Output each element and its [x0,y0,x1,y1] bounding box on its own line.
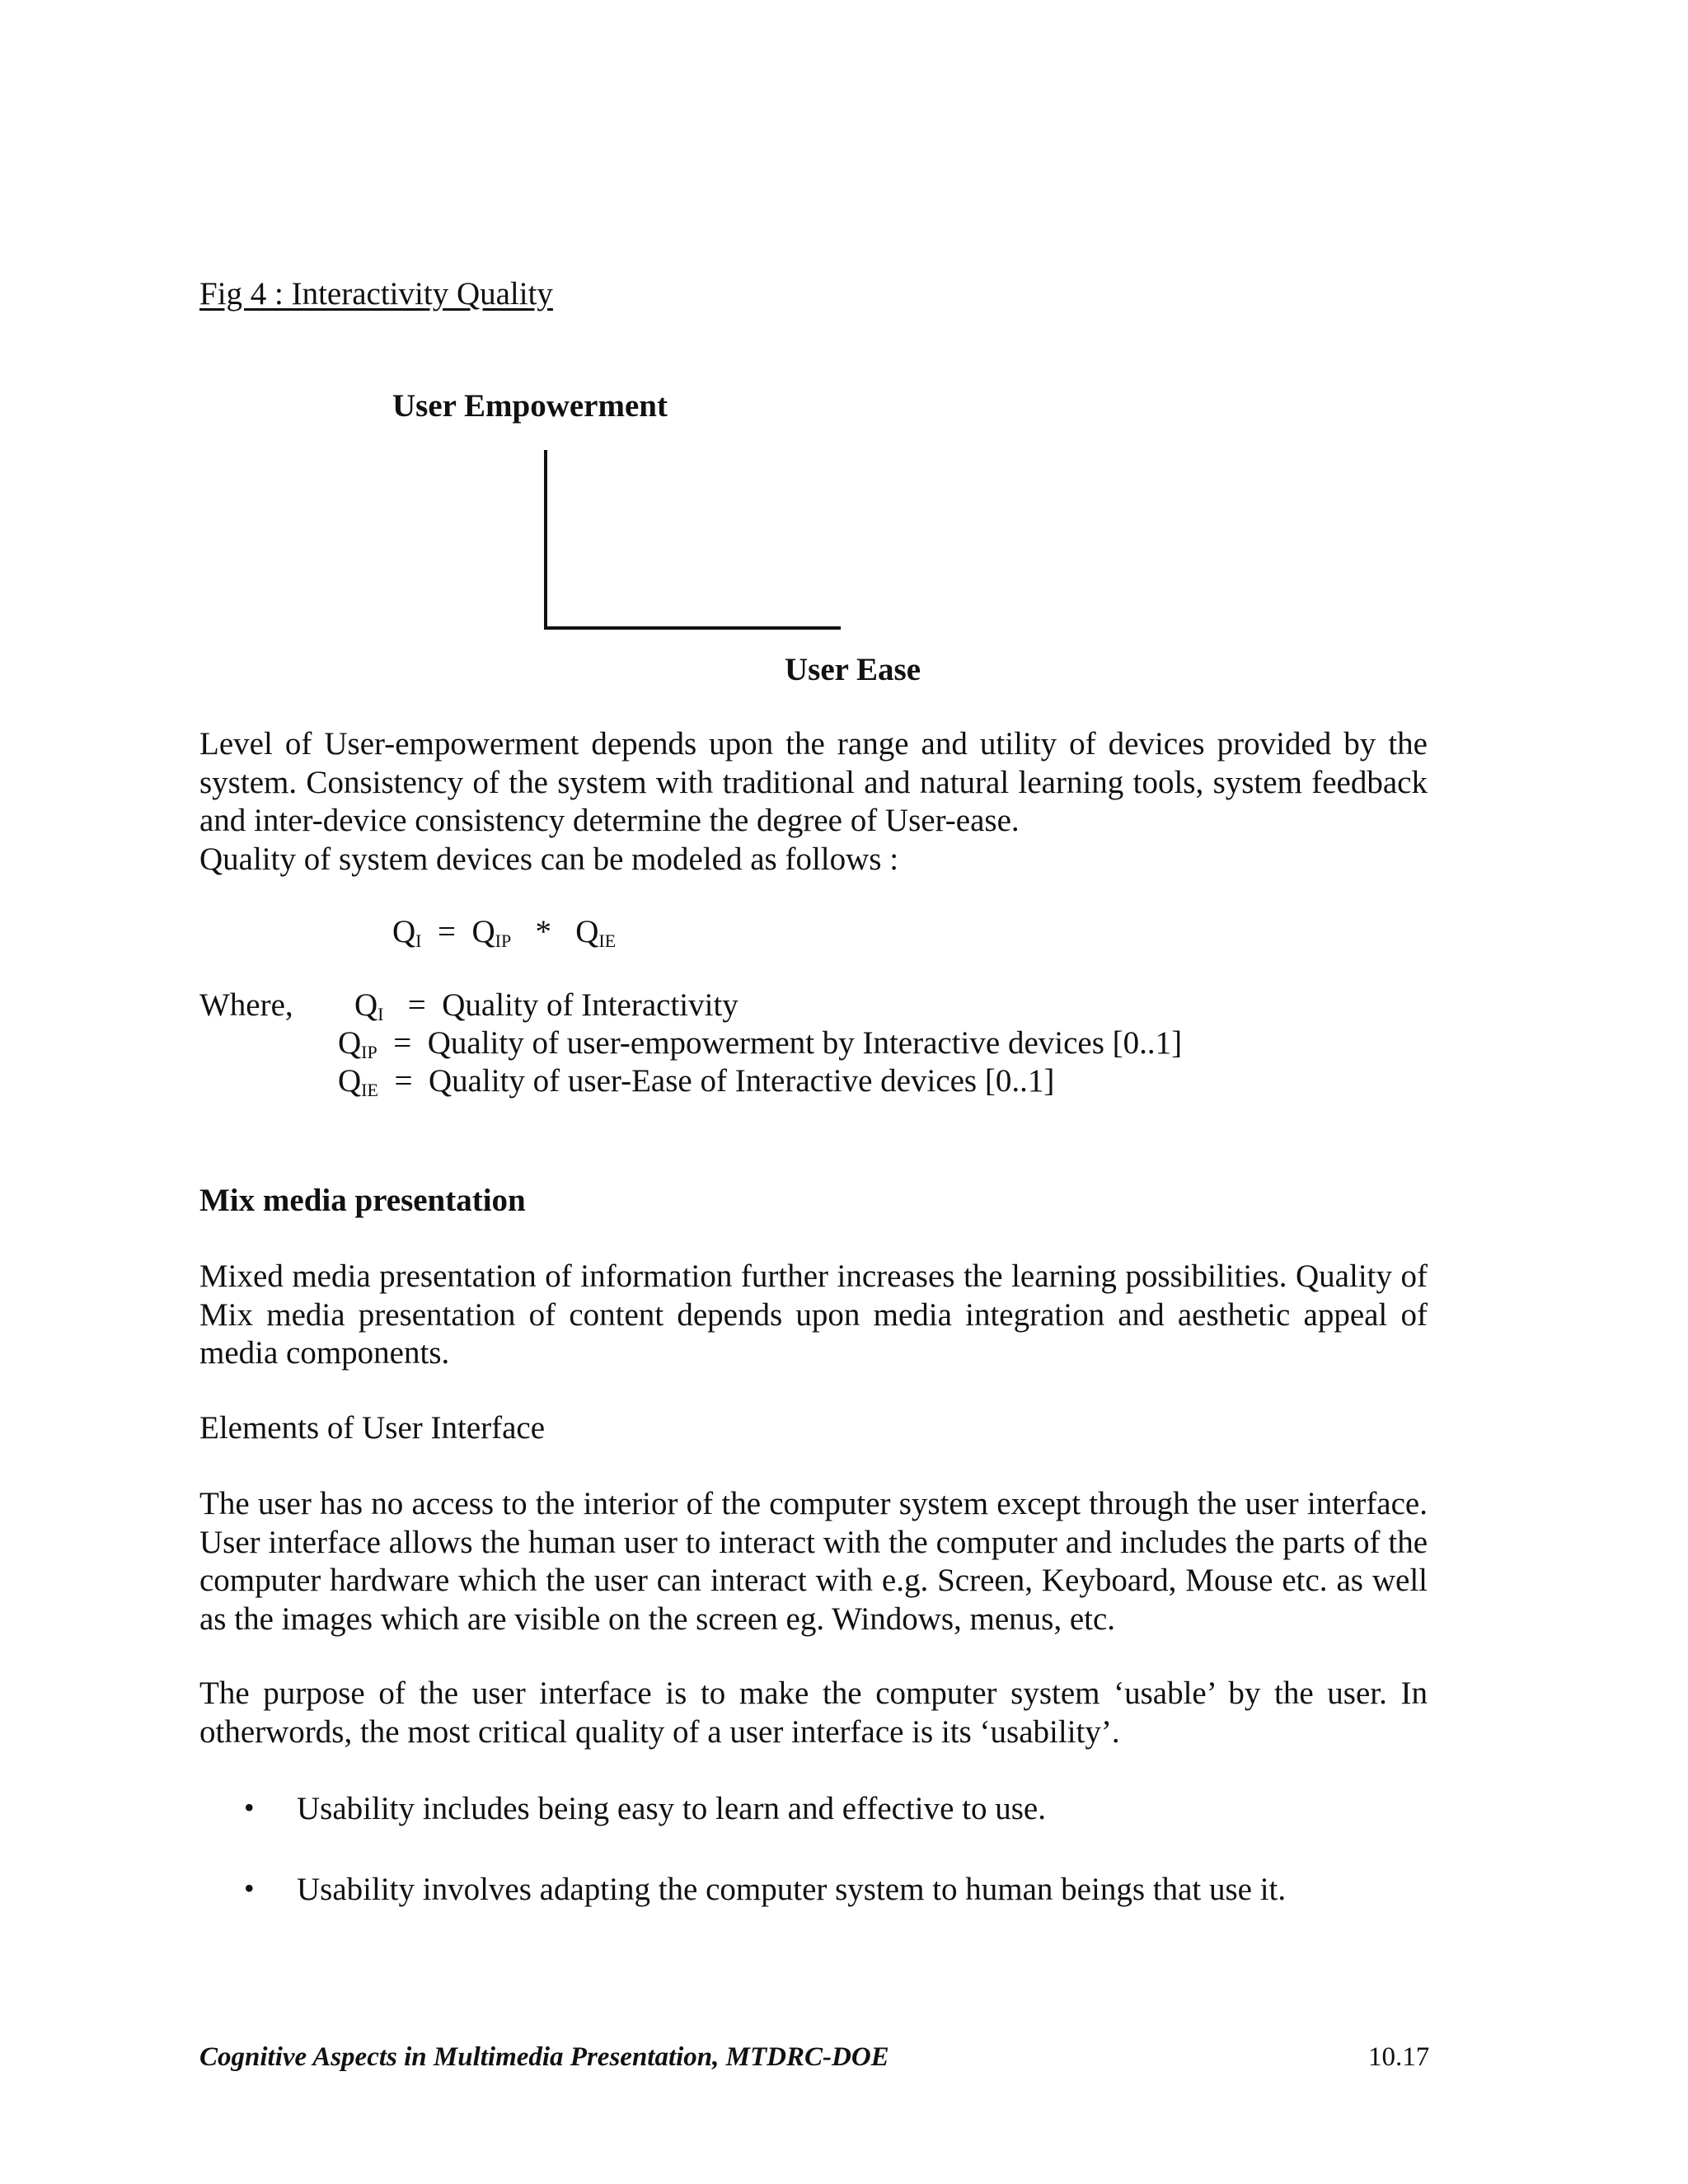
where-sub: IE [361,1080,378,1100]
where-label: Where, [199,987,293,1023]
where-sym: Q [354,987,378,1023]
mix-media-paragraph [199,1258,1428,1373]
paragraph-modeled: Quality of system devices can be modeled as follows : [199,841,899,877]
where-desc: Quality of user-empowerment by Interactive devices [0..1] [427,1025,1183,1061]
ui-paragraph-2 [199,1675,1428,1751]
x-axis-line [544,626,841,630]
where-row-qi [354,987,738,1024]
y-axis-label: User Empowerment [392,388,668,424]
where-eq: = [393,1025,412,1061]
bullet-icon: • [244,1872,255,1905]
paragraph-text: Level of User-empowerment depends upon the range and utility of devices provided by the system. Consistency of the system with traditional and natural learning tools, system feedback and inter-device consistency determine the degree of User-ease. [199,726,1428,838]
mix-media-heading: Mix media presentation [199,1183,526,1218]
bullet-item: Usability includes being easy to learn and effective to use. [297,1791,1046,1826]
where-row-qie [338,1062,1054,1100]
eq-lhs-sub: I [415,930,422,951]
eq-times: * [535,914,551,949]
page-number: 10.17 [1368,2042,1430,2072]
bullet-item: Usability involves adapting the computer system to human beings that use it. [297,1872,1287,1907]
where-sub: I [377,1004,384,1024]
equation [392,913,616,950]
where-desc: Quality of user-Ease of Interactive devices [0..1] [428,1063,1055,1099]
figure-caption: Fig 4 : Interactivity Quality [199,276,553,312]
ui-para2-text: The purpose of the user interface is to make the computer system ‘usable’ by the user. In otherwords, the most critical quality of a user interface is its ‘usability’. [199,1675,1428,1750]
where-row-qip [338,1024,1182,1062]
bullet-icon: • [244,1791,255,1824]
where-sym: Q [338,1025,362,1061]
where-sym: Q [338,1063,362,1099]
x-axis-label: User Ease [785,652,921,687]
eq-term1-sub: IP [495,930,512,951]
y-axis-line [544,450,547,630]
mix-media-text: Mixed media presentation of information further increases the learning possibilities. Quality of Mix media presentation of content depends upon media integration and aesthetic appeal of media components. [199,1258,1428,1371]
where-eq: = [407,987,426,1023]
eq-lhs: Q [392,914,416,949]
where-desc: Quality of Interactivity [442,987,738,1023]
ui-paragraph-1 [199,1485,1428,1638]
ui-heading: Elements of User Interface [199,1410,546,1446]
eq-term2-sub: IE [598,930,617,951]
footer-title: Cognitive Aspects in Multimedia Presentation, MTDRC-DOE [199,2042,889,2072]
where-sub: IP [361,1042,377,1062]
where-eq: = [394,1063,413,1099]
paragraph-user-empowerment [199,725,1428,879]
eq-term1: Q [471,914,495,949]
ui-para1-text: The user has no access to the interior of the computer system except through the user interface. User interface allows the human user to interact with the computer and includes the parts of the computer hardware which the user can interact with e.g. Screen, Keyboard, Mouse etc. as well as the images which are visible on the screen eg. Windows, menus, etc. [199,1486,1428,1637]
eq-equals: = [438,914,456,949]
eq-term2: Q [575,914,599,949]
